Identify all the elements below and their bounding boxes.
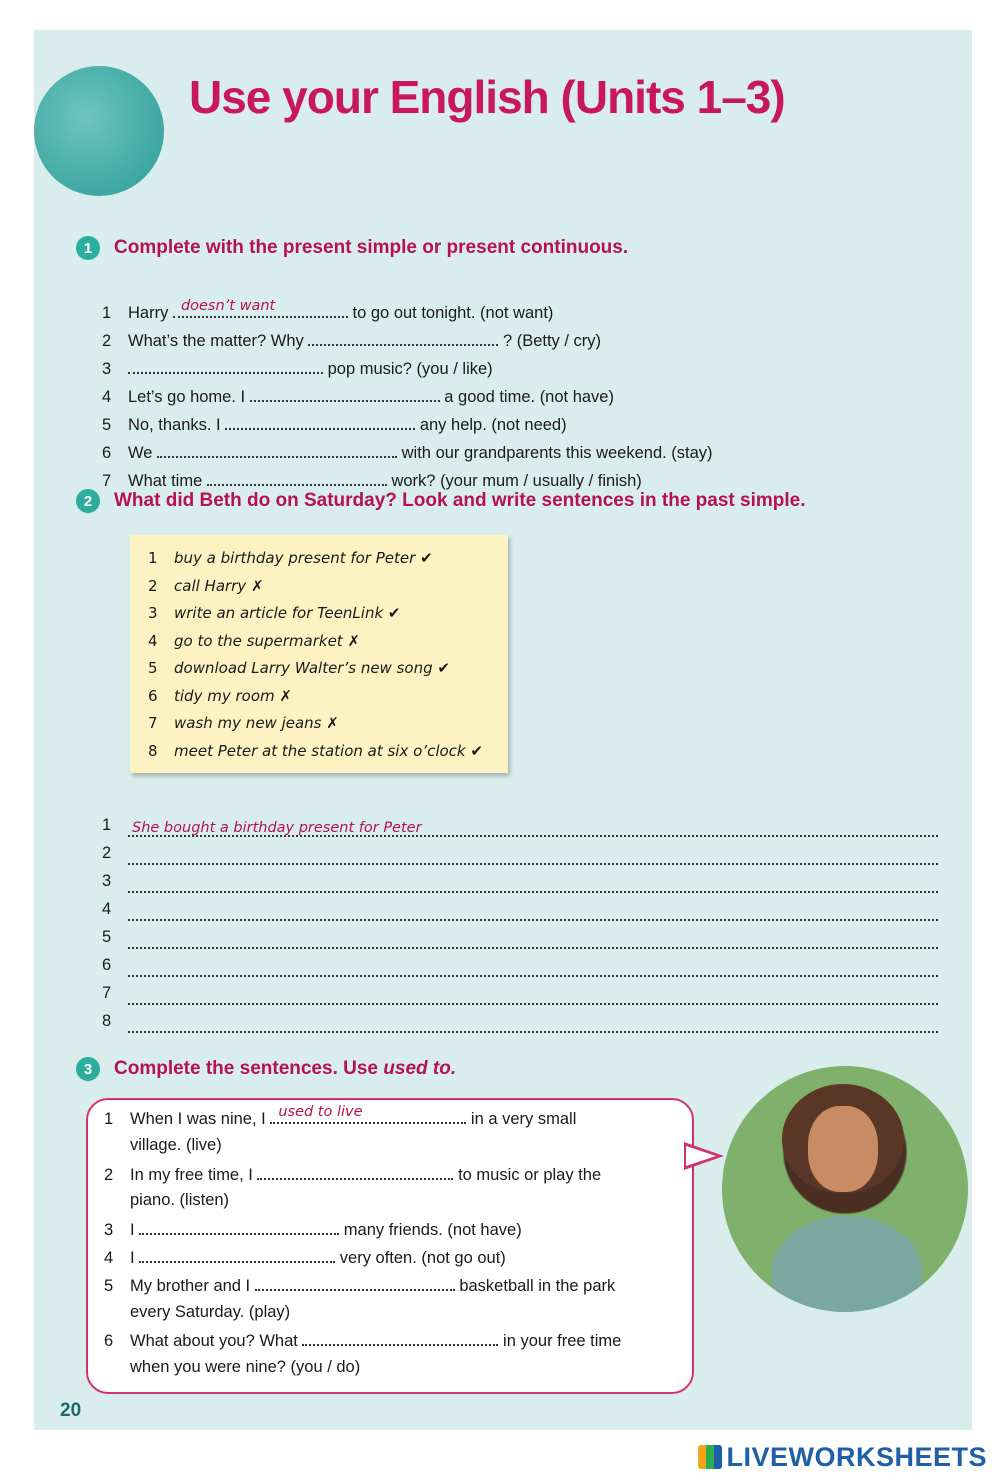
item-number: 3: [102, 360, 112, 378]
decorative-circle: [34, 66, 164, 196]
item-hint: to music or play the: [458, 1165, 602, 1184]
s2-answer-line[interactable]: [102, 900, 938, 924]
note-item-text: meet Peter at the station at six o’clock ✔: [174, 741, 483, 760]
item-number: 6: [104, 1332, 114, 1351]
item-hint: ? (Betty / cry): [502, 332, 602, 350]
item-text: Harry: [128, 304, 169, 322]
item-number: 2: [102, 332, 112, 350]
item-hint: many friends. (not have): [343, 1221, 522, 1240]
item-hint: pop music? (you / like): [327, 360, 493, 378]
item-text: every Saturday. (play): [130, 1302, 291, 1321]
speech-bubble: [86, 1098, 694, 1394]
item-number: 4: [104, 1249, 114, 1267]
s3-line: [104, 1191, 229, 1210]
s3-line: [104, 1247, 506, 1268]
s1-item: [102, 414, 567, 435]
answer-blank: [128, 863, 938, 865]
item-text: What about you? What: [130, 1332, 298, 1351]
s1-item: [102, 358, 493, 379]
s1-item: [102, 386, 614, 407]
section-1-number: 1: [76, 236, 100, 260]
item-text: piano. (listen): [130, 1191, 230, 1210]
item-text: In my free time, I: [130, 1165, 253, 1184]
logo-icon: [698, 1445, 722, 1469]
item-text: No, thanks. I: [128, 416, 221, 434]
answer-text: doesn’t want: [180, 298, 276, 314]
note-item-text: buy a birthday present for Peter ✔: [174, 549, 433, 567]
note-item-text: wash my new jeans ✗: [174, 714, 339, 732]
answer-blank: [128, 1031, 938, 1033]
item-text: I: [130, 1221, 135, 1240]
answer-blank[interactable]: [207, 470, 387, 486]
item-text: village. (live): [130, 1135, 222, 1154]
item-number: 5: [104, 1276, 114, 1295]
answer-blank[interactable]: [128, 358, 323, 374]
answer-blank: [128, 919, 938, 921]
item-number: 1: [102, 304, 112, 322]
answer-blank[interactable]: [302, 1330, 498, 1346]
item-text: Let’s go home. I: [128, 388, 246, 406]
s2-answer-line[interactable]: [102, 872, 938, 896]
line-number: 6: [102, 956, 112, 974]
section-3-title-text: Complete the sentences. Use: [114, 1058, 384, 1079]
line-number: 4: [102, 900, 112, 918]
note-item-number: 1: [148, 549, 158, 567]
section-3-title: [114, 1058, 456, 1080]
section-3-header: [76, 1057, 456, 1081]
item-number: 4: [102, 388, 112, 406]
answer-blank[interactable]: [225, 414, 415, 430]
section-2-number: 2: [76, 489, 100, 513]
section-2-title: What did Beth do on Saturday? Look and write sentences in the past simple.: [114, 490, 806, 511]
note-item: [148, 687, 292, 705]
line-number: 3: [102, 872, 112, 890]
note-item-number: 8: [148, 741, 158, 760]
line-number: 1: [102, 816, 112, 834]
line-number: 2: [102, 844, 112, 862]
section-1-title: Complete with the present simple or present continuous.: [114, 237, 629, 258]
answer-blank[interactable]: [139, 1247, 335, 1263]
note-item: [148, 577, 264, 595]
note-item-text: download Larry Walter’s new song ✔: [174, 659, 450, 677]
answer-blank: [128, 1003, 938, 1005]
page-title: Use your English (Units 1–3): [189, 71, 785, 123]
worksheet-page: [34, 30, 972, 1430]
page-number: 20: [60, 1400, 82, 1421]
s3-line: [104, 1104, 577, 1129]
item-number: 7: [102, 472, 112, 490]
note-item-text: go to the supermarket ✗: [174, 631, 361, 650]
item-text: I: [130, 1249, 135, 1267]
note-item-number: 4: [148, 631, 158, 650]
s3-line: [104, 1164, 601, 1185]
note-item: [148, 659, 450, 677]
answer-text: used to live: [278, 1104, 363, 1120]
item-hint: to go out tonight. (not want): [352, 304, 554, 322]
item-hint: in your free time: [503, 1332, 622, 1351]
note-item: [148, 549, 433, 567]
note-item: [148, 742, 483, 760]
s3-line: [104, 1275, 615, 1296]
s2-answer-line[interactable]: [102, 928, 938, 952]
s3-line: [104, 1303, 290, 1322]
note-item-text: write an article for TeenLink ✔: [174, 604, 401, 622]
s3-line: [104, 1358, 360, 1377]
s1-item: [102, 330, 601, 351]
line-number: 7: [102, 984, 112, 1002]
note-item-number: 7: [148, 714, 158, 732]
s2-answer-line[interactable]: [102, 1012, 938, 1036]
s2-answer-line[interactable]: [102, 956, 938, 980]
section-3-title-em: used to.: [383, 1058, 457, 1079]
s2-answer-line[interactable]: [102, 844, 938, 868]
girl-photo: [722, 1066, 968, 1312]
s2-answer-line[interactable]: [102, 816, 938, 840]
answer-blank[interactable]: [139, 1219, 339, 1235]
s2-answer-line[interactable]: [102, 984, 938, 1008]
item-number: 1: [104, 1110, 114, 1128]
answer-blank[interactable]: [270, 1104, 466, 1124]
item-number: 3: [104, 1221, 114, 1240]
note-item-number: 2: [148, 576, 158, 595]
note-item: [148, 714, 339, 732]
item-hint: with our grandparents this weekend. (stay): [401, 444, 713, 462]
item-text: When I was nine, I: [130, 1110, 266, 1128]
item-text: What time: [128, 472, 203, 490]
s3-line: [104, 1330, 621, 1351]
s3-line: [104, 1136, 222, 1155]
item-number: 2: [104, 1165, 114, 1184]
section-1-header: [76, 236, 628, 260]
section-2-header: [76, 489, 805, 513]
item-hint: very often. (not go out): [339, 1249, 506, 1267]
s3-line: [104, 1219, 522, 1240]
liveworksheets-logo: LIVEWORKSHEETS: [698, 1442, 987, 1473]
answer-blank: [128, 947, 938, 949]
item-text: We: [128, 444, 153, 462]
item-hint: a good time. (not have): [444, 388, 614, 406]
note-item-number: 3: [148, 604, 158, 622]
note-item: [148, 604, 401, 622]
item-text: My brother and I: [130, 1276, 251, 1295]
note-item-text: tidy my room ✗: [174, 686, 292, 705]
s1-item: [102, 442, 713, 463]
line-number: 8: [102, 1012, 112, 1030]
line-number: 5: [102, 928, 112, 946]
answer-blank[interactable]: [308, 330, 498, 346]
note-item-number: 6: [148, 686, 158, 705]
answer-text: She bought a birthday present for Peter: [132, 820, 422, 836]
note-item: [148, 632, 360, 650]
item-hint: in a very small: [470, 1110, 577, 1128]
answer-blank[interactable]: [250, 386, 440, 402]
note-item-number: 5: [148, 659, 158, 677]
item-number: 6: [102, 444, 112, 462]
section-3-number: 3: [76, 1057, 100, 1081]
item-hint: any help. (not need): [419, 416, 567, 434]
note-item-text: call Harry ✗: [174, 576, 264, 595]
todo-note: [130, 535, 508, 773]
item-hint: work? (your mum / usually / finish): [391, 472, 642, 490]
item-text: when you were nine? (you / do): [130, 1358, 361, 1377]
item-hint: basketball in the park: [459, 1276, 616, 1295]
item-text: What’s the matter? Why: [128, 332, 304, 350]
s1-item: [102, 298, 554, 323]
answer-blank[interactable]: [173, 298, 348, 318]
answer-blank: [128, 975, 938, 977]
answer-blank[interactable]: [157, 442, 397, 458]
item-number: 5: [102, 416, 112, 434]
s1-item: [102, 470, 642, 491]
answer-blank: [128, 891, 938, 893]
answer-blank[interactable]: [257, 1164, 453, 1180]
answer-blank[interactable]: [255, 1275, 455, 1291]
